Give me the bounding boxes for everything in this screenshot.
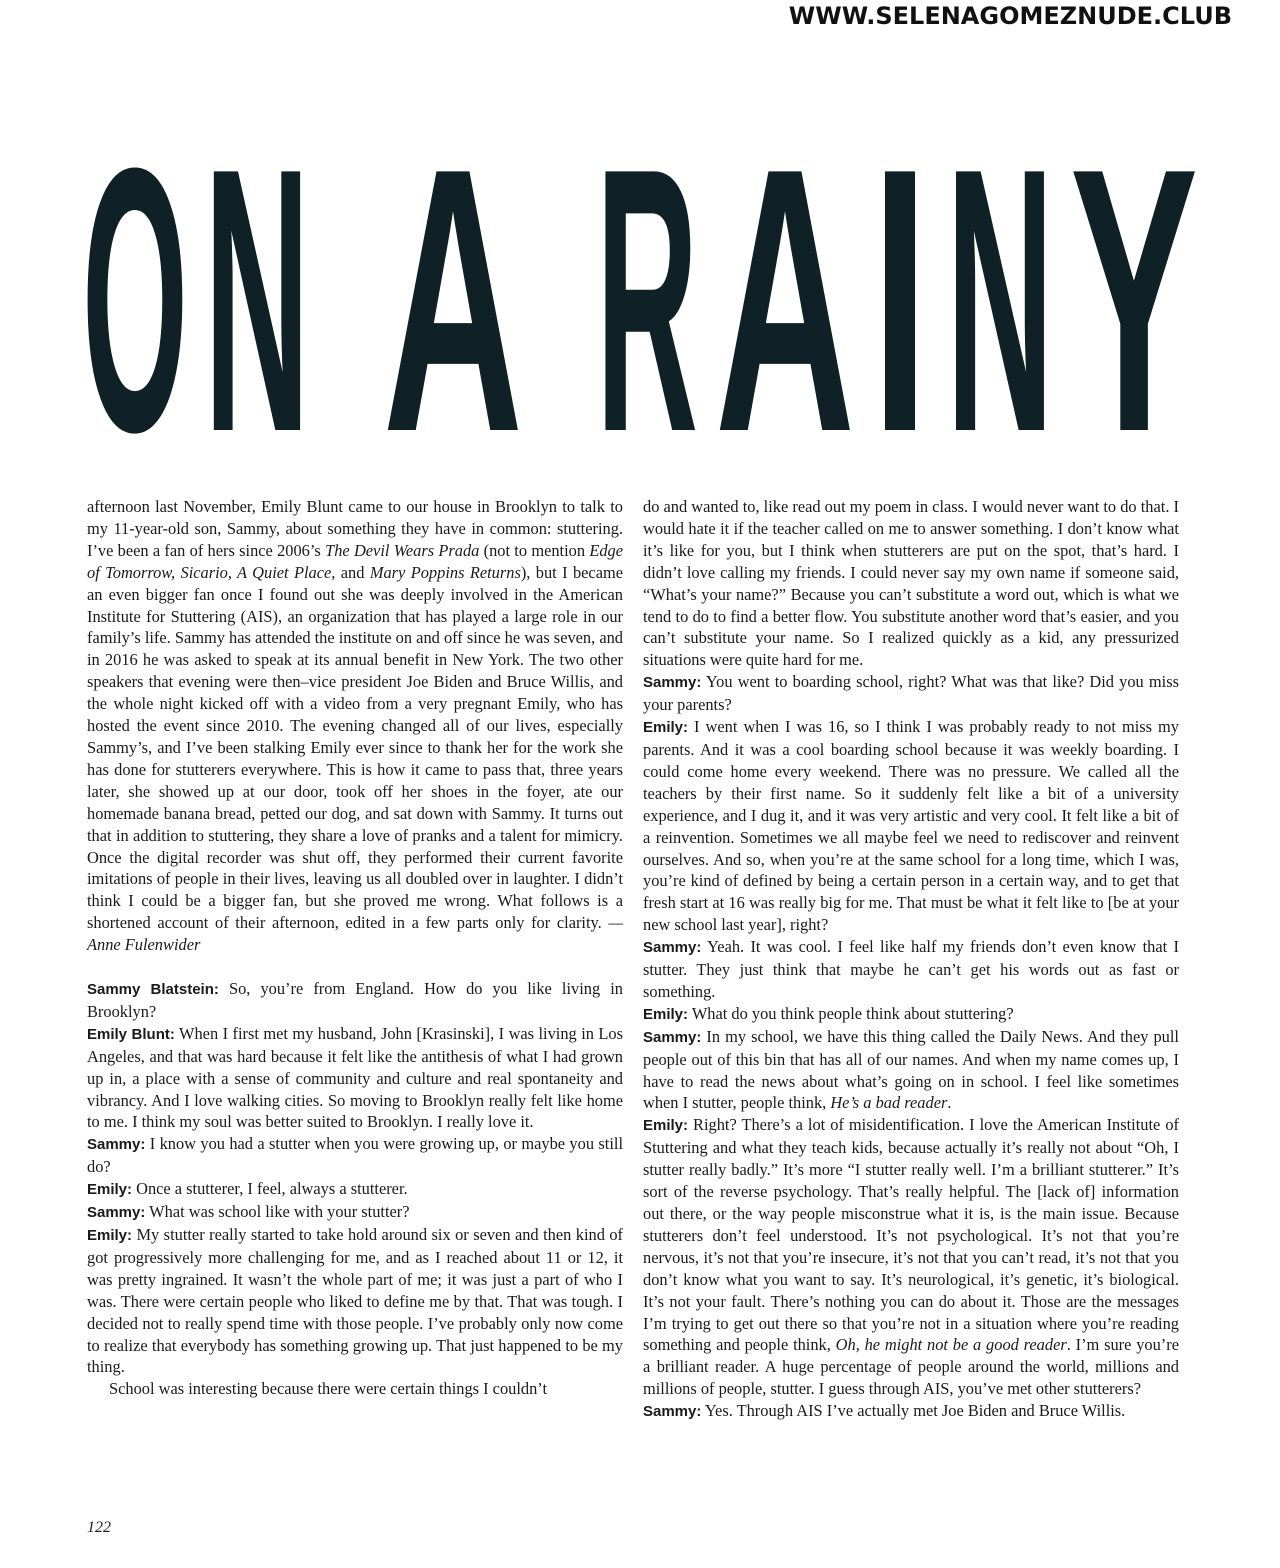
headline-letter: A: [714, 90, 855, 510]
qa-item: Sammy: I know you had a stutter when you were growing up, or maybe you still do?: [87, 1134, 623, 1177]
headline-letter: N: [945, 90, 1054, 510]
qa-item: Sammy: What was school like with your stutter?: [87, 1202, 410, 1222]
qa-item: Sammy Blatstein: So, you’re from England. How do you like living in Brooklyn?: [87, 979, 623, 1021]
qa-item: Sammy: You went to boarding school, right? What was that like? Did you miss your parents?: [643, 672, 1179, 715]
headline: [82, 90, 1198, 510]
qa-item: Emily: My stutter really started to take hold around six or seven and then kind of got progressively more challenging for me, and as I reached about 11 or 12, it was pretty ingrained. It wasn’t the whole part of me; it was just a part of who I was. There were certain people who liked to define me by that. That was tough. I decided not to really spend time with those people. I’ve probably only now come to realize that everybody has something growing up. That just happened to be my thing.: [87, 1225, 623, 1377]
left-column: [87, 496, 623, 1400]
qa-item: Sammy: Yes. Through AIS I’ve actually met Joe Biden and Bruce Willis.: [643, 1401, 1126, 1421]
qa-item: Emily Blunt: When I first met my husband, John [Krasinski], I was living in Los Angeles, and that was hard because it felt like the antithesis of what I had grown up in, a place with a sense of community and culture and real spontaneity and vibrancy. And I love walking cities. So moving to Brooklyn really felt like home to me. I think my soul was better suited to Brooklyn. I really love it.: [87, 1023, 623, 1132]
watermark: WWW.SELENAGOMEZNUDE.CLUB: [788, 2, 1232, 30]
headline-letter: I: [871, 90, 930, 510]
headline-letter: A: [383, 90, 524, 510]
qa-item: Sammy: Yeah. It was cool. I feel like half my friends don’t even know that I stutter. They just think that maybe he can’t get his words out as fast or something.: [643, 937, 1179, 1001]
headline-letter: N: [204, 90, 311, 510]
headline-letter: Y: [1069, 90, 1198, 510]
continued-answer: do and wanted to, like read out my poem in class. I would never want to do that. I would hate it if the teacher called on me to answer something. I don’t know what it’s like for you, but I think when stutterers are put on the spot, that’s hard. I didn’t love calling my friends. I could never say my own name if someone said, “What’s your name?” Because you can’t substitute a word out, which is what we tend to do to find a better flow. You substitute another word that’s easier, and you can’t substitute your name. So I realized quickly as a kid, any pressurized situations were quite hard for me.: [643, 497, 1179, 670]
intro-paragraph: afternoon last November, Emily Blunt came to our house in Brooklyn to talk to my 11-year-old son, Sammy, about something they have in common: stuttering. I’ve been a fan of hers since 2006’s The Devil Wears Prada (not to mention Edge of Tomorrow, Sicario, A Quiet Place, and Mary Poppins Returns), but I became an even bigger fan once I found out she was deeply involved in the American Institute for Stuttering (AIS), an organization that has played a large role in our family’s life. Sammy has attended the institute on and off since he was seven, and in 2016 he was asked to speak at its annual benefit in New York. The two other speakers that evening were then–vice president Joe Biden and Bruce Willis, and the whole night kicked off with a video from a very pregnant Emily, who has hosted the event since 2010. The evening changed all of our lives, especially Sammy’s, and I’ve been stalking Emily ever since to thank her for the work she has done for stutterers everywhere. This is how it came to pass that, three years later, she showed up at our door, took off her shoes in the foyer, ate our homemade banana bread, petted our dog, and sat down with Sammy. It turns out that in addition to stuttering, they share a love of pranks and a talent for mimicry. Once the digital recorder was shut off, they performed their current favorite imitations of people in their lives, leaving us all doubled over in laughter. I didn’t think I could be a bigger fan, but she proved me wrong. What follows is a shortened account of their afternoon, edited in a few parts only for clarity. —Anne Fulenwider: [87, 497, 623, 955]
qa-item: Sammy: In my school, we have this thing called the Daily News. And they pull people out of this bin that has all of our names. And when my name comes up, I have to read the news about what’s going on in school. I feel like sometimes when I stutter, people think, He’s a bad reader.: [643, 1026, 1179, 1113]
continued-paragraph: School was interesting because there were certain things I couldn’t: [109, 1379, 548, 1399]
qa-item: Emily: Right? There’s a lot of misidentification. I love the American Institute of Stuttering and what they teach kids, because actually it’s really not about “Oh, I stutter really badly.” It’s more “I stutter really well. I’m a brilliant stutterer.” It’s sort of the reverse psychology. That’s really helpful. The [lack of] information out there, or the way people misconstrue what it is, is the main issue. Because stutterers don’t feel understood. It’s not psychological. It’s not that you’re nervous, it’s not that you’re insecure, it’s not that you can’t read, it’s not that you don’t know what you want to say. It’s neurological, it’s genetic, it’s biological. It’s not your fault. There’s nothing you can do about it. Those are the messages I’m trying to get out there so that you’re not in a situation where you’re reading something and people think, Oh, he might not be a good reader. I’m sure you’re a brilliant reader. A huge percentage of people around the world, millions and millions of people, stutter. I guess through AIS, you’ve met other stutterers?: [643, 1115, 1179, 1399]
right-column: [643, 496, 1179, 1423]
qa-item: Emily: What do you think people think about stuttering?: [643, 1003, 1014, 1023]
qa-item: Emily: I went when I was 16, so I think I was probably ready to not miss my parents. And it was a cool boarding school because it was weekly boarding. I could come home every weekend. There was no pressure. We called all the teachers by their first name. So it suddenly felt like a bit of a university experience, and I dug it, and it was very artistic and very cool. It felt like a bit of a reinvention. Sometimes we all maybe feel we need to rediscover and reinvent ourselves. And so, when you’re at the same school for a long time, which I was, you’re kind of defined by being a certain person in a certain way, and to get that fresh start at 16 was really big for me. That must be what it felt like to [be at your new school last year], right?: [643, 717, 1179, 935]
headline-letter: R: [596, 90, 699, 510]
page-number: 122: [87, 1519, 111, 1536]
headline-letter: O: [82, 90, 188, 510]
byline: —Anne Fulenwider: [87, 913, 623, 955]
qa-item: Emily: Once a stutterer, I feel, always a stutterer.: [87, 1179, 408, 1199]
